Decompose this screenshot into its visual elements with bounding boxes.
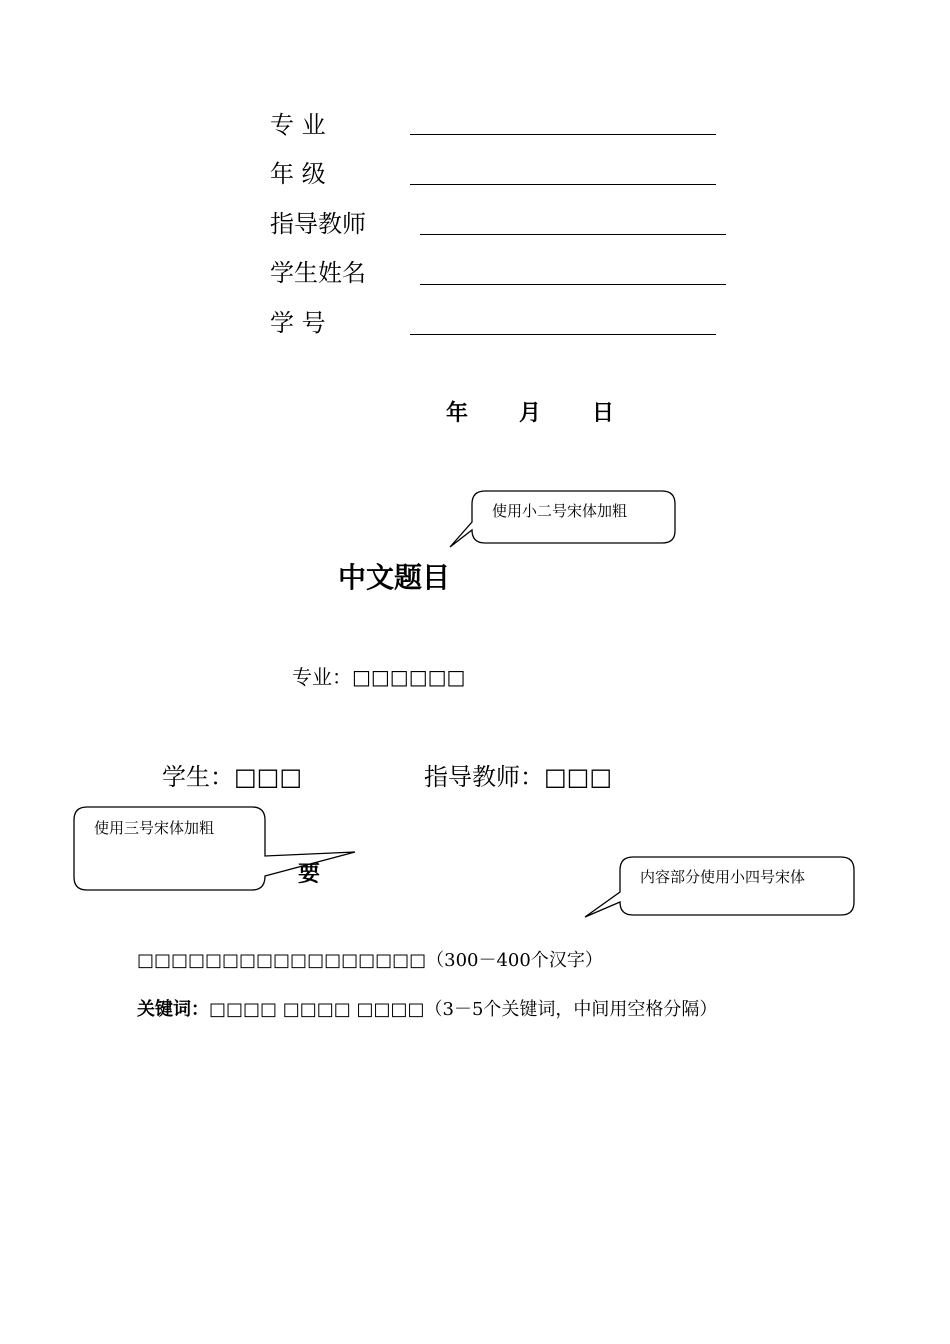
advisor-label: 指导教师 — [270, 210, 366, 238]
abstract-heading: 要 — [298, 862, 321, 887]
student-line: 学生：□□□ — [162, 763, 303, 791]
content-callout-text: 内容部分使用小四号宋体 — [640, 868, 806, 886]
advisor-line: 指导教师：□□□ — [424, 763, 613, 791]
date-day: 日 — [592, 401, 615, 426]
abstract-body: □□□□□□□□□□□□□□□□□（300－400个汉字） — [137, 950, 603, 971]
date-month: 月 — [519, 401, 542, 426]
title-callout-text: 使用小二号宋体加粗 — [492, 502, 628, 520]
grade-label: 年 级 — [270, 160, 326, 188]
paper-title: 中文题目 — [338, 561, 451, 594]
student-id-label: 学 号 — [270, 309, 326, 337]
keywords-value: □□□□ □□□□ □□□□（3－5个关键词，中间用空格分隔） — [209, 999, 718, 1020]
student-name-label: 学生姓名 — [270, 259, 366, 287]
abstract-callout-text: 使用三号宋体加粗 — [94, 819, 215, 837]
date-year: 年 — [446, 401, 469, 426]
keywords-row — [137, 995, 717, 1021]
major-label: 专 业 — [270, 111, 326, 139]
major-line: 专业：□□□□□□ — [292, 665, 466, 689]
keywords-label: 关键词： — [137, 999, 209, 1020]
